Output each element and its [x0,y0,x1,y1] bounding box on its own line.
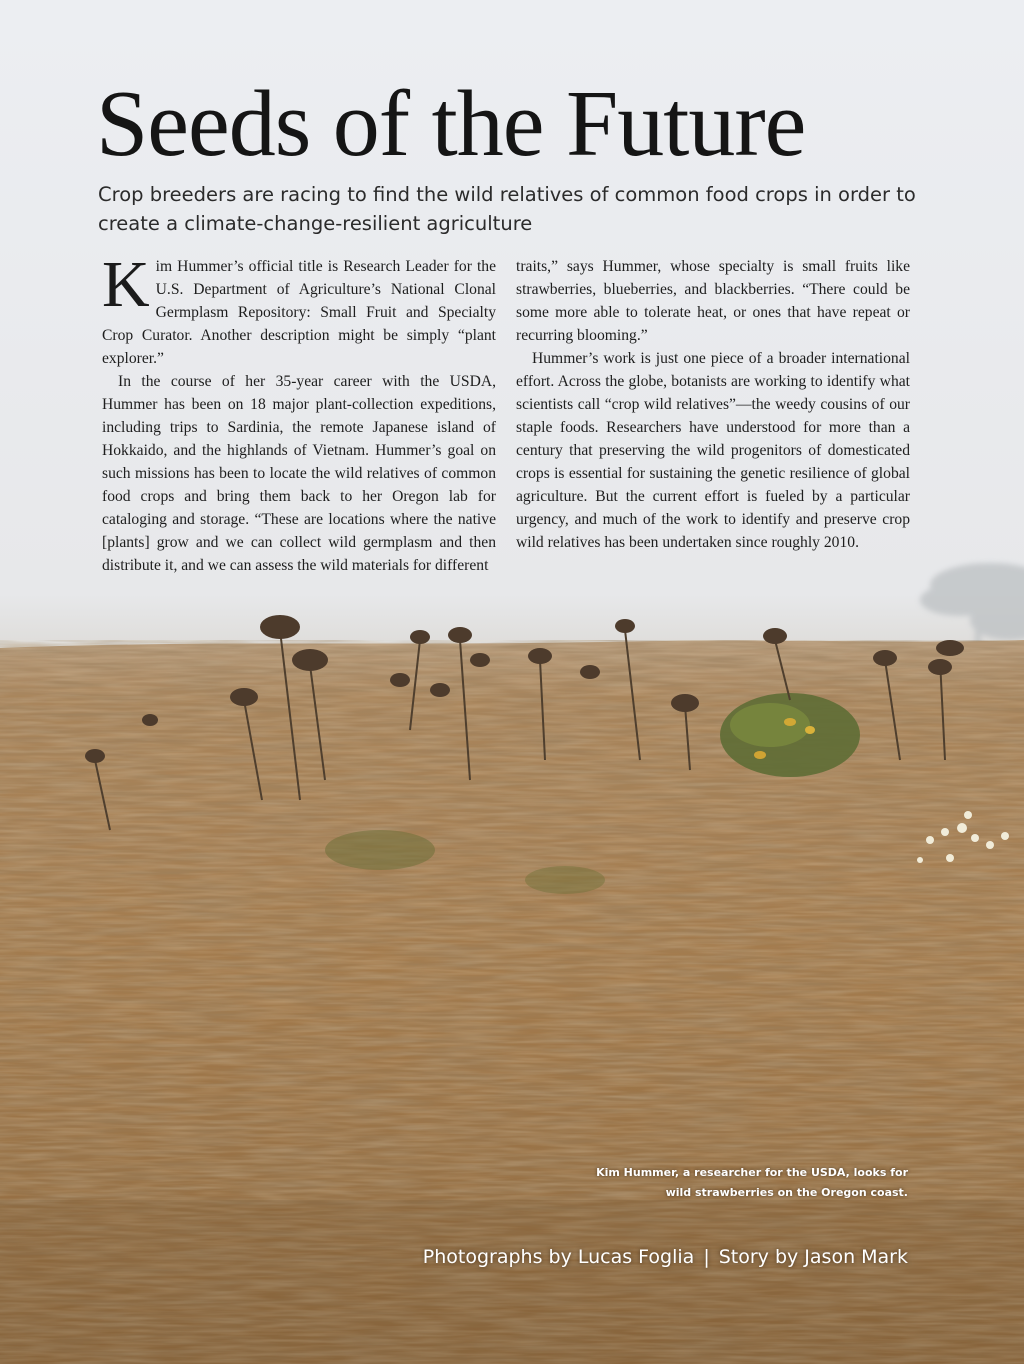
caption-line: Kim Hummer, a researcher for the USDA, looks for [596,1166,908,1179]
article-subtitle: Crop breeders are racing to find the wild relatives of common food crops in order to create a climate-change-resilient agriculture [98,183,916,235]
paragraph: traits,” says Hummer, whose specialty is small fruits like strawberries, blueberries, and blackberries. “There could be some more able to tolerate heat, or ones that have repeat or recurring blooming.” [516,258,910,344]
credits-line [423,1246,908,1268]
story-credit: Story by Jason Mark [718,1246,908,1268]
paragraph: In the course of her 35-year career with the USDA, Hummer has been on 18 major plant-collection expeditions, including trips to Sardinia, the remote Japanese island of Hokkaido, and the highlands of Vietnam. Hummer’s goal on such missions has been to locate the wild relatives of common food crops and bring them back to her Oregon lab for cataloging and storage. “These are locations where the native [plants] grow and we can collect wild germplasm and then distribute it, and we can assess the wild materials for different [102,373,496,574]
photo-credit: Photographs by Lucas Foglia [422,1246,695,1268]
caption-line: wild strawberries on the Oregon coast. [665,1186,908,1199]
drop-cap: K [102,248,150,321]
paragraph-text: im Hummer’s official title is Research Leader for the U.S. Department of Agriculture’s National Clonal Germplasm Repository: Small Fruit and Specialty Crop Curator. Another description might be simply “plant explorer.” [102,258,496,367]
text-column-right [516,255,910,554]
paragraph: Hummer’s work is just one piece of a broader international effort. Across the globe, botanists are working to identify what scientists call “crop wild relatives”—the weedy cousins of our staple foods. Researchers have understood for more than a century that preserving the wild progenitors of domesticated crops is essential for sustaining the genetic resilience of global agriculture. But the current effort is fueled by a particular urgency, and much of the work to identify and preserve crop wild relatives has been undertaken since roughly 2010. [516,350,910,551]
credit-separator: | [703,1246,710,1268]
article-title: Seeds of the Future [96,72,806,176]
paragraph [102,248,496,370]
photo-caption [548,1163,908,1203]
text-column-left [102,248,496,577]
